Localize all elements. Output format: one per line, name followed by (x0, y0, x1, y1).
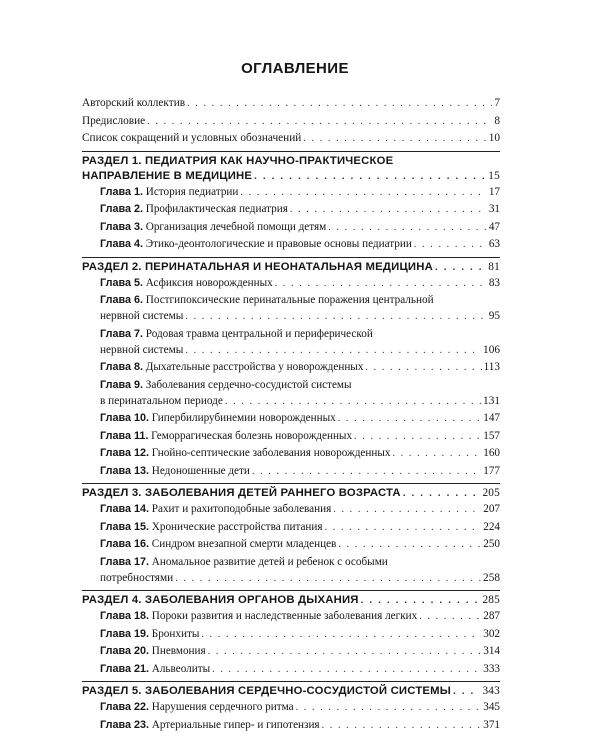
chapter-entry[interactable]: Глава 6. Постгипоксические перинатальные поражения центральной нервной системы . . . 95 (82, 292, 500, 326)
chapter-entry[interactable]: Глава 9. Заболевания сердечно-сосудистой системы в перинатальном периоде . . . 131 (82, 377, 500, 411)
chapter-entry[interactable]: Глава 5. Асфиксия новорожденных . . . 83 (82, 275, 500, 293)
chapter-entry[interactable]: Глава 21. Альвеолиты . . . 333 (82, 661, 500, 679)
chapter-entry[interactable]: Глава 4. Этико-деонтологические и правовые основы педиатрии . . . 63 (82, 236, 500, 254)
section-heading[interactable]: РАЗДЕЛ 3. ЗАБОЛЕВАНИЯ ДЕТЕЙ РАННЕГО ВОЗРАСТА . . . 205 (82, 486, 500, 501)
section-heading[interactable]: РАЗДЕЛ 2. ПЕРИНАТАЛЬНАЯ И НЕОНАТАЛЬНАЯ МЕДИЦИНА . . . 81 (82, 260, 500, 275)
chapter-entry[interactable]: Глава 8. Дыхательные расстройства у новорожденных . . . 113 (82, 359, 500, 377)
section-5 (82, 681, 500, 734)
section-1 (82, 151, 500, 254)
page-title: ОГЛАВЛЕНИЕ (241, 60, 349, 77)
section-3 (82, 483, 500, 587)
toc-entry[interactable]: Список сокращений и условных обозначений . . . 10 (82, 130, 500, 148)
chapter-entry[interactable]: Глава 20. Пневмония . . . 314 (82, 643, 500, 661)
chapter-entry[interactable]: Глава 12. Гнойно-септические заболевания новорожденных . . . 160 (82, 445, 500, 463)
section-4 (82, 590, 500, 678)
chapter-entry[interactable]: Глава 2. Профилактическая педиатрия . . . 31 (82, 201, 500, 219)
chapter-entry[interactable]: Глава 23. Артериальные гипер- и гипотензия . . . 371 (82, 717, 500, 735)
chapter-entry[interactable]: Глава 3. Организация лечебной помощи детям . . . 47 (82, 219, 500, 237)
section-2 (82, 257, 500, 481)
chapter-entry[interactable]: Глава 16. Синдром внезапной смерти младенцев . . . 250 (82, 536, 500, 554)
chapter-entry[interactable]: Глава 7. Родовая травма центральной и периферической нервной системы . . . 106 (82, 326, 500, 360)
toc-page (82, 58, 500, 734)
toc-entry[interactable]: Предисловие . . . 8 (82, 113, 500, 131)
chapter-entry[interactable]: Глава 13. Недоношенные дети . . . 177 (82, 463, 500, 481)
chapter-entry[interactable]: Глава 19. Бронхиты . . . 302 (82, 626, 500, 644)
chapter-entry[interactable]: Глава 1. История педиатрии . . . 17 (82, 184, 500, 202)
chapter-entry[interactable]: Глава 14. Рахит и рахитоподобные заболевания . . . 207 (82, 501, 500, 519)
section-heading[interactable]: РАЗДЕЛ 1. ПЕДИАТРИЯ КАК НАУЧНО-ПРАКТИЧЕСКОЕ (82, 154, 394, 167)
front-matter (82, 95, 500, 148)
section-heading[interactable]: РАЗДЕЛ 4. ЗАБОЛЕВАНИЯ ОРГАНОВ ДЫХАНИЯ . . . 285 (82, 593, 500, 608)
toc-entry[interactable]: Авторский коллектив . . . 7 (82, 95, 500, 113)
chapter-entry[interactable]: Глава 18. Пороки развития и наследственные заболевания легких . . . 287 (82, 608, 500, 626)
chapter-entry[interactable]: Глава 22. Нарушения сердечного ритма . . . 345 (82, 699, 500, 717)
chapter-entry[interactable]: Глава 15. Хронические расстройства питания . . . 224 (82, 519, 500, 537)
chapter-entry[interactable]: Глава 11. Геморрагическая болезнь новорожденных . . . 157 (82, 428, 500, 446)
section-heading-cont[interactable]: НАПРАВЛЕНИЕ В МЕДИЦИНЕ . . . 15 (82, 169, 500, 184)
chapter-entry[interactable]: Глава 10. Гипербилирубинемии новорожденных . . . 147 (82, 410, 500, 428)
chapter-entry[interactable]: Глава 17. Аномальное развитие детей и ребенок с особыми потребностями . . . 258 (82, 554, 500, 588)
section-heading[interactable]: РАЗДЕЛ 5. ЗАБОЛЕВАНИЯ СЕРДЕЧНО-СОСУДИСТОЙ СИСТЕМЫ . . . 343 (82, 684, 500, 699)
